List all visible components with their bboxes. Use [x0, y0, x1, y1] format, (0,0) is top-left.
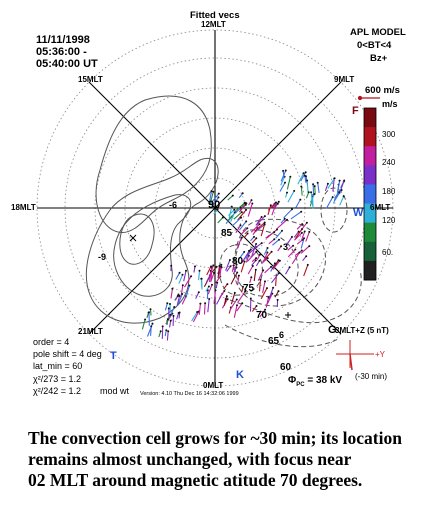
vector-origin-dot: [278, 239, 280, 241]
vector-origin-dot: [255, 259, 257, 261]
mlt-label-21: 21MLT: [78, 327, 103, 336]
velocity-vector: [248, 266, 253, 274]
vector-origin-dot: [211, 284, 213, 286]
vector-origin-dot: [306, 222, 308, 224]
vector-origin-dot: [278, 201, 280, 203]
fit-pole-shift: pole shift = 4 deg: [33, 349, 102, 359]
velocity-vector: [313, 184, 314, 194]
vector-origin-dot: [169, 314, 171, 316]
fit-order: order = 4: [33, 337, 70, 347]
vector-origin-dot: [305, 175, 307, 177]
vector-origin-dot: [289, 176, 291, 178]
velocity-vector: [318, 183, 319, 193]
vector-origin-dot: [284, 182, 286, 184]
vector-origin-dot: [281, 230, 283, 232]
velocity-vector: [269, 239, 275, 244]
vector-origin-dot: [212, 191, 214, 193]
fit-chi-2-note: mod wt: [100, 386, 130, 396]
contour-label-6: 6: [279, 330, 285, 340]
vector-origin-dot: [278, 290, 280, 292]
vector-origin-dot: [264, 223, 266, 225]
mlt-label-9: 9MLT: [334, 75, 355, 84]
lat-label-65: 65: [268, 336, 280, 347]
scale-tick-60: 60.: [382, 248, 394, 257]
vector-origin-dot: [182, 274, 184, 276]
vector-origin-dot: [196, 311, 198, 313]
vector-origin-dot: [275, 202, 277, 204]
vector-origin-dot: [226, 283, 228, 285]
velocity-vector: [167, 331, 168, 340]
velocity-vector: [288, 191, 294, 202]
lat-label-80: 80: [232, 256, 244, 267]
vector-origin-dot: [178, 312, 180, 314]
vector-origin-dot: [312, 183, 314, 185]
vector-origin-dot: [229, 259, 231, 261]
vector-origin-dot: [301, 232, 303, 234]
vector-origin-dot: [278, 259, 280, 261]
color-scale-segment: [364, 108, 376, 128]
vector-origin-dot: [291, 236, 293, 238]
vector-origin-dot: [245, 204, 247, 206]
version-stamp: Version: 4.10 Thu Dec 16 14:32:06 1999: [140, 391, 239, 397]
vector-origin-dot: [339, 180, 341, 182]
vector-origin-dot: [173, 315, 175, 317]
vector-origin-dot: [208, 286, 210, 288]
vector-origin-dot: [252, 265, 254, 267]
model-name: APL MODEL: [350, 27, 406, 38]
vector-origin-dot: [301, 250, 303, 252]
velocity-vector: [218, 218, 223, 224]
contour-dusk-outer: [86, 158, 221, 323]
scale-tick-240: 240: [382, 158, 396, 167]
vector-origin-dot: [245, 220, 247, 222]
velocity-vector: [306, 232, 310, 242]
vector-origin-dot: [213, 272, 215, 274]
vector-origin-dot: [244, 202, 246, 204]
vector-origin-dot: [260, 279, 262, 281]
vector-origin-dot: [199, 270, 201, 272]
reference-vector: [359, 97, 381, 100]
vector-origin-dot: [212, 264, 214, 266]
potential-symbol: Φ: [288, 375, 297, 386]
lat-label-70: 70: [256, 310, 268, 321]
vector-origin-dot: [222, 217, 224, 219]
velocity-vector: [276, 231, 282, 239]
scale-tick-300: 300: [382, 130, 396, 139]
vector-origin-dot: [241, 302, 243, 304]
vector-origin-dot: [246, 227, 248, 229]
contour-label-3: 3: [283, 242, 289, 252]
contour-dusk-inner: [120, 214, 154, 264]
vector-origin-dot: [248, 250, 250, 252]
vector-origin-dot: [306, 180, 308, 182]
vector-origin-dot: [168, 307, 170, 309]
velocity-vector: [196, 292, 199, 299]
vector-origin-dot: [334, 177, 336, 179]
vector-origin-dot: [148, 311, 150, 313]
vector-origin-dot: [286, 192, 288, 194]
velocity-vector: [226, 260, 230, 271]
vector-origin-dot: [270, 266, 272, 268]
vector-origin-dot: [152, 323, 154, 325]
vector-origin-dot: [261, 242, 263, 244]
vector-origin-dot: [241, 237, 243, 239]
date-label: 11/11/1998: [36, 34, 90, 46]
vector-origin-dot: [167, 318, 169, 320]
vector-origin-dot: [240, 217, 242, 219]
vector-origin-dot: [199, 303, 201, 305]
velocity-vector: [287, 177, 290, 190]
vector-origin-dot: [236, 304, 238, 306]
vector-origin-dot: [301, 228, 303, 230]
vector-origin-dot: [266, 252, 268, 254]
velocity-vector: [315, 186, 316, 193]
vector-origin-dot: [301, 223, 303, 225]
vector-origin-dot: [238, 275, 240, 277]
vector-origin-dot: [307, 264, 309, 266]
vector-origin-dot: [259, 223, 261, 225]
vector-origin-dot: [218, 265, 220, 267]
vector-origin-dot: [266, 287, 268, 289]
vector-origin-dot: [220, 266, 222, 268]
vector-origin-dot: [259, 254, 261, 256]
vector-origin-dot: [308, 245, 310, 247]
vector-origin-dot: [282, 170, 284, 172]
velocity-vector: [205, 303, 206, 314]
color-scale-segment: [364, 223, 376, 243]
vector-origin-dot: [179, 272, 181, 274]
station-label-T: T: [110, 350, 117, 362]
vector-origin-dot: [304, 231, 306, 233]
vector-origin-dot: [256, 305, 258, 307]
vector-origin-dot: [185, 270, 187, 272]
plot-title: Fitted vecs: [190, 10, 240, 21]
velocity-vector: [208, 299, 209, 312]
velocity-vector: [260, 280, 261, 292]
vector-origin-dot: [255, 257, 257, 259]
mlt-label-12: 12MLT: [201, 20, 226, 29]
velocity-vector: [148, 324, 153, 337]
vector-origin-dot: [255, 237, 257, 239]
vector-origin-dot: [308, 191, 310, 193]
vector-origin-dot: [162, 325, 164, 327]
vector-origin-dot: [236, 272, 238, 274]
vector-origin-dot: [277, 203, 279, 205]
fit-chi-2: χ²/242 = 1.2: [33, 386, 82, 396]
station-label-W: W: [353, 207, 364, 219]
vector-origin-dot: [286, 219, 288, 221]
color-scale-segment: [364, 184, 376, 204]
mlt-label-18: 18MLT: [11, 203, 36, 212]
velocity-vector: [265, 267, 272, 273]
mlt-label-15: 15MLT: [78, 75, 103, 84]
color-scale-segment: [364, 261, 376, 281]
vector-origin-dot: [204, 302, 206, 304]
vector-origin-dot: [273, 231, 275, 233]
vector-origin-dot: [267, 247, 269, 249]
vector-origin-dot: [242, 192, 244, 194]
velocity-vector: [218, 266, 219, 278]
station-label-G: G: [328, 324, 337, 336]
color-scale-segment: [364, 146, 376, 166]
velocity-vector: [238, 276, 239, 285]
vector-origin-dot: [234, 292, 236, 294]
color-scale-segment: [364, 165, 376, 185]
vector-origin-dot: [308, 231, 310, 233]
model-bz-sign: Bz+: [370, 53, 388, 64]
velocity-vector: [253, 243, 262, 250]
vector-origin-dot: [227, 298, 229, 300]
vector-origin-dot: [169, 303, 171, 305]
velocity-vector: [248, 204, 252, 217]
vector-origin-dot: [278, 272, 280, 274]
velocity-vector: [220, 291, 225, 297]
vector-origin-dot: [231, 206, 233, 208]
time-end-label: 05:40:00 UT: [36, 58, 98, 70]
vector-origin-dot: [232, 195, 234, 197]
velocity-vector: [326, 197, 332, 209]
vector-origin-dot: [338, 191, 340, 193]
vector-origin-dot: [255, 269, 257, 271]
velocity-vector: [199, 304, 200, 315]
scale-tick-120: 120: [382, 216, 396, 225]
velocity-vector: [179, 275, 183, 284]
vector-origin-dot: [165, 329, 167, 331]
velocity-vector: [304, 265, 308, 276]
color-scale-segment: [364, 127, 376, 147]
imf-indicator: [336, 340, 374, 370]
vector-origin-dot: [194, 265, 196, 267]
velocity-vector: [266, 232, 275, 238]
vector-origin-dot: [264, 215, 266, 217]
lat-label-75: 75: [243, 283, 255, 294]
velocity-vector: [275, 291, 279, 297]
vector-origin-dot: [216, 266, 218, 268]
velocity-vector: [142, 320, 145, 330]
vector-origin-dot: [317, 182, 319, 184]
vector-origin-dot: [150, 325, 152, 327]
vector-origin-dot: [208, 298, 210, 300]
vector-origin-dot: [251, 203, 253, 205]
vector-origin-dot: [167, 330, 169, 332]
vector-origin-dot: [170, 320, 172, 322]
vector-origin-dot: [190, 275, 192, 277]
fit-lat-min: lat_min = 60: [33, 361, 83, 371]
reference-vector-label: 600 m/s: [365, 85, 400, 96]
vector-origin-dot: [170, 265, 172, 267]
vector-origin-dot: [303, 237, 305, 239]
scale-unit-label: m/s: [382, 99, 398, 109]
velocity-vector: [254, 270, 256, 281]
vector-origin-dot: [244, 261, 246, 263]
contour-label-neg6: -6: [169, 200, 178, 210]
mlt-label-6: 6MLT: [370, 203, 391, 212]
vector-origin-dot: [198, 291, 200, 293]
caption-line-2: remains almost unchanged, with focus near: [28, 449, 352, 469]
vector-origin-dot: [211, 190, 213, 192]
velocity-vector: [199, 271, 200, 280]
vector-origin-dot: [271, 251, 273, 253]
vector-origin-dot: [327, 183, 329, 185]
velocity-vector: [234, 305, 237, 318]
velocity-vector: [280, 183, 285, 192]
vector-origin-dot: [300, 186, 302, 188]
vector-origin-dot: [171, 288, 173, 290]
velocity-vector: [170, 321, 171, 328]
vector-origin-dot: [255, 251, 257, 253]
vector-origin-dot: [240, 207, 242, 209]
mlt-label-3: 3MLT+Z (5 nT): [335, 326, 389, 335]
vector-origin-dot: [150, 308, 152, 310]
vector-origin-dot: [272, 287, 274, 289]
vector-origin-dot: [245, 209, 247, 211]
vector-origin-dot: [166, 302, 168, 304]
vector-origin-dot: [253, 236, 255, 238]
vector-origin-dot: [261, 216, 263, 218]
vector-origin-dot: [240, 224, 242, 226]
vector-origin-dot: [293, 190, 295, 192]
vector-origin-dot: [280, 245, 282, 247]
vector-origin-dot: [216, 282, 218, 284]
station-label-F: F: [352, 105, 359, 117]
potential-value: = 38 kV: [307, 375, 343, 386]
velocity-vector: [165, 303, 167, 310]
vector-origin-dot: [223, 290, 225, 292]
vector-origin-dot: [264, 280, 266, 282]
vector-origin-dot: [289, 266, 291, 268]
vector-origin-dot: [182, 284, 184, 286]
velocity-vector: [301, 187, 302, 196]
vector-origin-dot: [173, 306, 175, 308]
lat-label-60: 60: [280, 362, 292, 373]
vector-origin-dot: [226, 295, 228, 297]
vector-origin-dot: [292, 245, 294, 247]
imf-delay-label: (-30 min): [355, 372, 388, 381]
vector-origin-dot: [298, 252, 300, 254]
vector-origin-dot: [314, 193, 316, 195]
velocity-vector: [151, 326, 152, 336]
vector-origin-dot: [188, 285, 190, 287]
vector-origin-dot: [303, 172, 305, 174]
vector-origin-dot: [215, 289, 217, 291]
vector-origin-dot: [277, 299, 279, 301]
velocity-vector: [284, 209, 292, 218]
figure-caption: [28, 428, 423, 491]
contour-dawn-4: [230, 270, 361, 323]
velocity-vector: [340, 196, 344, 205]
vector-origin-dot: [177, 295, 179, 297]
fit-chi-1: χ²/273 = 1.2: [33, 374, 82, 384]
vector-origin-dot: [341, 189, 343, 191]
vector-origin-dot: [343, 195, 345, 197]
station-label-K: K: [236, 369, 244, 381]
contour-label-neg9: -9: [98, 252, 107, 262]
mlt-label-0: 0MLT: [203, 381, 224, 390]
vector-origin-dot: [294, 249, 296, 251]
velocity-vector: [307, 181, 308, 193]
vector-origin-dot: [250, 276, 252, 278]
velocity-vector: [176, 273, 180, 280]
vector-origin-dot: [233, 209, 235, 211]
potential-subscript: PC: [296, 382, 305, 388]
caption-line-1: The convection cell grows for ~30 min; its location: [28, 428, 402, 448]
vector-origin-dot: [299, 199, 301, 201]
vector-origin-dot: [273, 238, 275, 240]
time-start-label: 05:36:00 -: [36, 46, 87, 58]
vector-origin-dot: [218, 193, 220, 195]
vector-origin-dot: [270, 204, 272, 206]
imf-axis-label: +Y: [375, 350, 386, 359]
caption-line-3: 02 MLT around magnetic atitude 70 degrees.: [28, 470, 363, 490]
scale-tick-180: 180: [382, 187, 396, 196]
vector-origin-dot: [262, 269, 264, 271]
velocity-vector: [325, 184, 328, 191]
potential-readout: [288, 375, 342, 388]
color-scale-segment: [364, 242, 376, 262]
velocity-vector: [277, 220, 287, 229]
velocity-vector: [201, 279, 202, 288]
vector-origin-dot: [247, 233, 249, 235]
velocity-vector: [291, 212, 301, 219]
lat-label-85: 85: [221, 228, 233, 239]
vector-origin-dot: [276, 229, 278, 231]
vector-origin-dot: [305, 171, 307, 173]
vector-origin-dot: [250, 298, 252, 300]
vector-origin-dot: [259, 260, 261, 262]
vector-origin-dot: [284, 218, 286, 220]
velocity-vector: [272, 273, 279, 283]
vector-origin-dot: [291, 208, 293, 210]
velocity-vector: [171, 289, 172, 299]
velocity-vector: [296, 200, 300, 208]
vector-origin-dot: [243, 251, 245, 253]
vector-origin-dot: [160, 330, 162, 332]
vector-origin-dot: [332, 196, 334, 198]
vector-origin-dot: [241, 211, 243, 213]
vector-origin-dot: [300, 211, 302, 213]
vector-origin-dot: [236, 299, 238, 301]
vector-origin-dot: [200, 278, 202, 280]
vector-origin-dot: [251, 199, 253, 201]
vector-origin-dot: [181, 293, 183, 295]
vector-origin-dot: [264, 222, 266, 224]
vector-origin-dot: [305, 255, 307, 257]
vector-origin-dot: [314, 185, 316, 187]
velocity-color-scale: [364, 108, 376, 281]
contour-dusk-big: [96, 96, 211, 232]
vector-origin-dot: [343, 180, 345, 182]
lat-label-90: 90: [208, 199, 221, 211]
vector-origin-dot: [144, 319, 146, 321]
vector-origin-dot: [310, 191, 312, 193]
vector-origin-dot: [285, 170, 287, 172]
vector-origin-dot: [220, 264, 222, 266]
velocity-vector: [184, 271, 186, 282]
model-bt-range: 0<BT<4: [357, 40, 392, 51]
velocity-vector: [261, 288, 267, 299]
vector-origin-dot: [255, 243, 257, 245]
vector-origin-dot: [267, 257, 269, 259]
velocity-vector: [228, 196, 233, 201]
velocity-vector: [286, 267, 290, 274]
